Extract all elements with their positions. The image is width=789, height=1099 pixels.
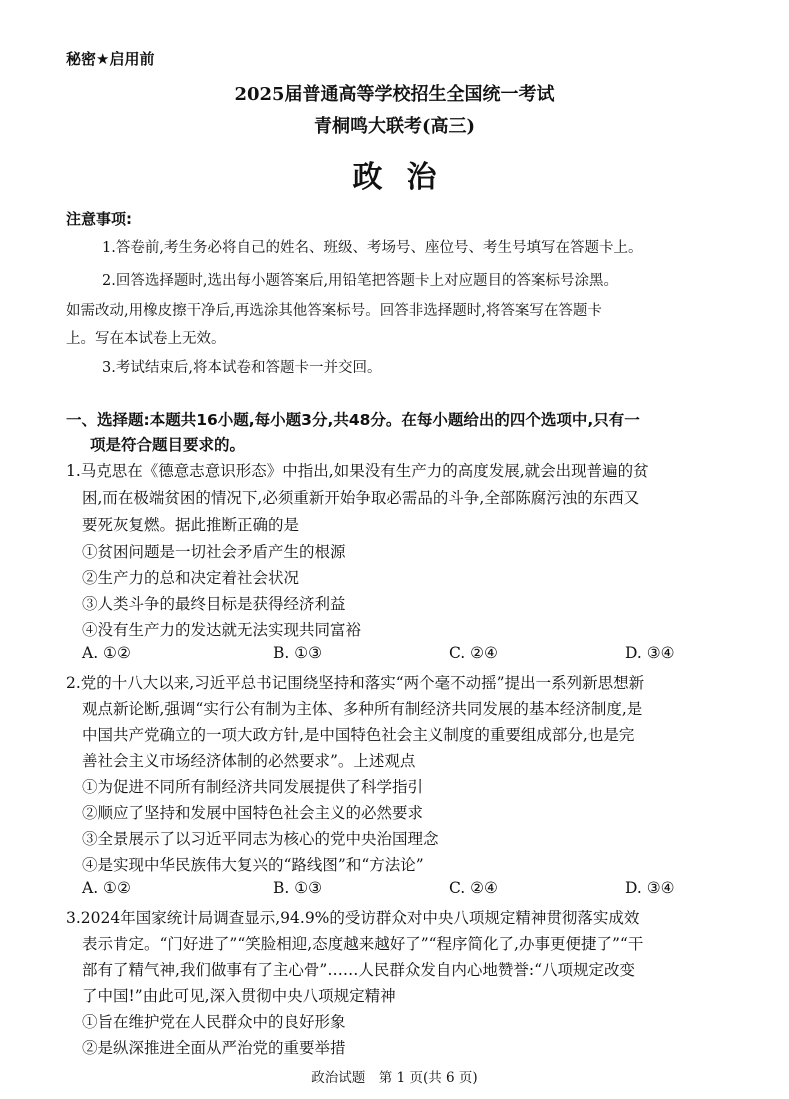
q3-statement: ①旨在维护党在人民群众中的良好形象 <box>82 1013 346 1031</box>
notice-heading: 注意事项: <box>66 210 132 228</box>
q2-statement: ②顺应了坚持和发展中国特色社会主义的必然要求 <box>82 804 424 822</box>
q1-choice-c: C. ②④ <box>449 644 498 662</box>
q2-choice-d: D. ③④ <box>625 879 675 897</box>
subject-title: 政治 <box>352 160 461 195</box>
q1-statement: ④没有生产力的发达就无法实现共同富裕 <box>82 621 362 639</box>
question-1-line: 要死灰复燃。据此推断正确的是 <box>82 516 300 534</box>
q1-choice-d: D. ③④ <box>625 644 675 662</box>
q2-choice-c: C. ②④ <box>449 879 498 897</box>
notice-line: 3.考试结束后,将本试卷和答题卡一并交回。 <box>102 360 382 376</box>
q2-choice-b: B. ①③ <box>273 879 323 897</box>
section-heading-cont: 项是符合题目要求的。 <box>90 436 246 454</box>
q3-statement: ②是纵深推进全面从严治党的重要举措 <box>82 1039 346 1057</box>
question-3-line: 3.2024年国家统计局调查显示,94.9%的受访群众对中央八项规定精神贯彻落实成效 <box>66 909 640 927</box>
question-3-line: 部有了精气神,我们做事有了主心骨”……人民群众发自内心地赞誉:“八项规定改变 <box>82 961 635 979</box>
notice-line: 上。写在本试卷上无效。 <box>66 331 226 347</box>
exam-title: 2025届普通高等学校招生全国统一考试 <box>234 84 555 105</box>
q2-choice-a: A. ①② <box>82 879 131 897</box>
q1-choice-b: B. ①③ <box>273 644 323 662</box>
question-2-line: 善社会主义市场经济体制的必然要求”。上述观点 <box>82 752 416 770</box>
notice-line: 1.答卷前,考生务必将自己的姓名、班级、考场号、座位号、考生号填写在答题卡上。 <box>102 240 643 256</box>
exam-subtitle: 青桐鸣大联考(高三) <box>313 116 476 137</box>
section-heading: 一、选择题:本题共16小题,每小题3分,共48分。在每小题给出的四个选项中,只有一 <box>66 411 640 429</box>
q1-statement: ①贫困问题是一切社会矛盾产生的根源 <box>82 543 346 561</box>
q1-choice-a: A. ①② <box>82 644 131 662</box>
question-2-line: 中国共产党确立的一项大政方针,是中国特色社会主义制度的重要组成部分,也是完 <box>82 726 635 744</box>
q2-statement: ③全景展示了以习近平同志为核心的党中央治国理念 <box>82 830 439 848</box>
question-3-line: 表示肯定。“门好进了”“笑脸相迎,态度越来越好了”“程序简化了,办事更便捷了”“干 <box>82 935 644 953</box>
question-2-line: 2.党的十八大以来,习近平总书记围绕坚持和落实“两个毫不动摇”提出一系列新思想新 <box>66 674 645 692</box>
page-footer: 政治试题 第 1 页(共 6 页) <box>311 1070 478 1086</box>
confidential-mark: 秘密★启用前 <box>66 50 155 68</box>
notice-line: 2.回答选择题时,选出每小题答案后,用铅笔把答题卡上对应题目的答案标号涂黑。 <box>102 273 619 289</box>
notice-line: 如需改动,用橡皮擦干净后,再选涂其他答案标号。回答非选择题时,将答案写在答题卡 <box>66 303 602 319</box>
q2-statement: ④是实现中华民族伟大复兴的“路线图”和“方法论” <box>82 856 424 874</box>
question-1-line: 1.马克思在《德意志意识形态》中指出,如果没有生产力的高度发展,就会出现普遍的贫 <box>66 462 649 480</box>
q2-statement: ①为促进不同所有制经济共同发展提供了科学指引 <box>82 778 424 796</box>
question-2-line: 观点新论断,强调“实行公有制为主体、多种所有制经济共同发展的基本经济制度,是 <box>82 700 643 718</box>
q1-statement: ③人类斗争的最终目标是获得经济利益 <box>82 595 346 613</box>
q1-statement: ②生产力的总和决定着社会状况 <box>82 569 300 587</box>
question-3-line: 了中国!”由此可见,深入贯彻中央八项规定精神 <box>82 987 396 1005</box>
question-1-line: 困,而在极端贫困的情况下,必须重新开始争取必需品的斗争,全部陈腐污浊的东西又 <box>82 489 640 507</box>
